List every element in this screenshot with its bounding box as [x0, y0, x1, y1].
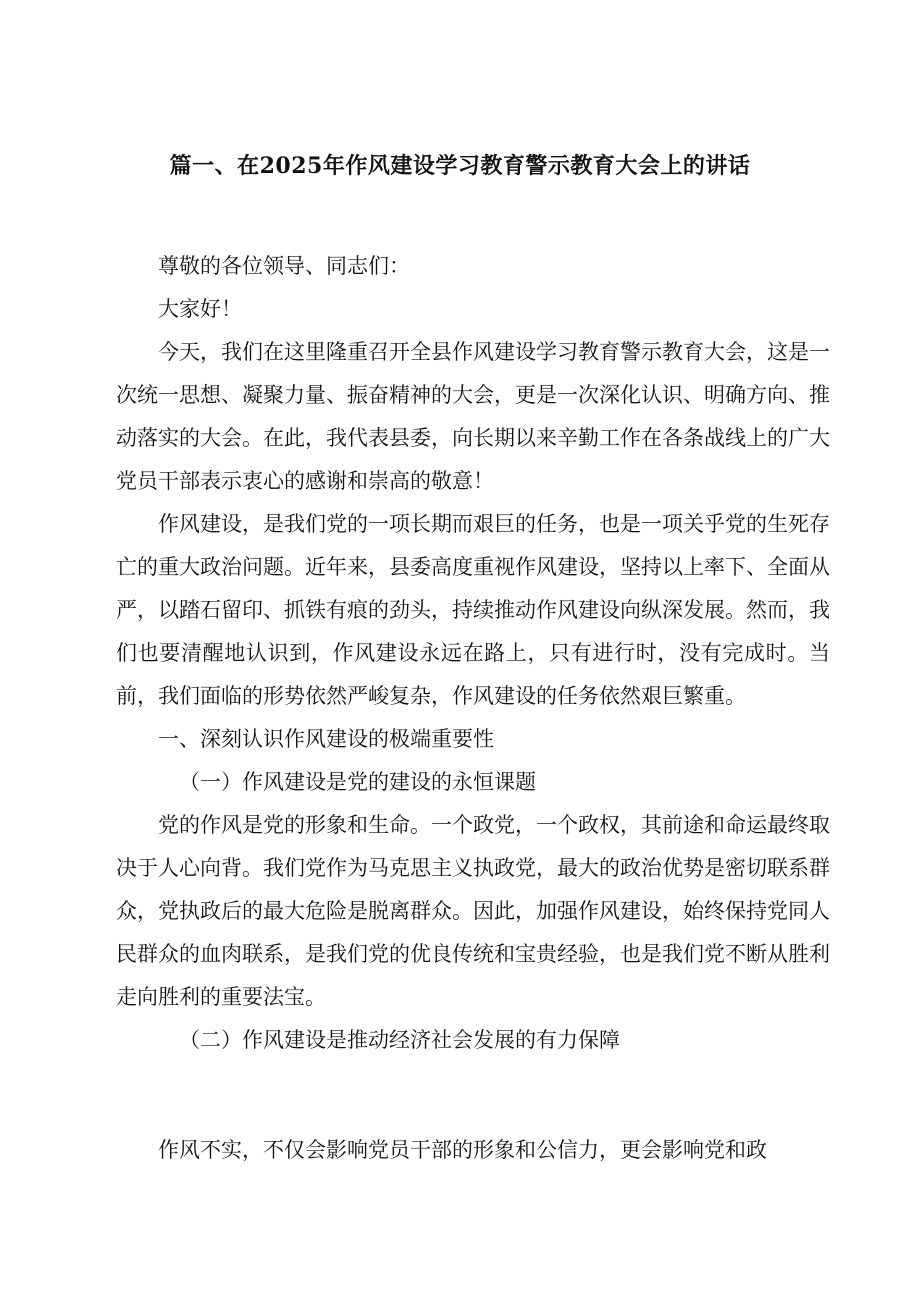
paragraph-opening: 今天，我们在这里隆重召开全县作风建设学习教育警示教育大会，这是一次统一思想、凝聚力量、振奋精神的大会，更是一次深化认识、明确方向、推动落实的大会。在此，我代表县委，向长期以来辛勤工作在各条战线上的广大党员干部表示衷心的感谢和崇高的敬意！	[116, 340, 830, 493]
paragraph-subsection-1: 党的作风是党的形象和生命。一个政党，一个政权，其前途和命运最终取决于人心向背。我们党作为马克思主义执政党，最大的政治优势是密切联系群众，党执政后的最大危险是脱离群众。因此，加强作风建设，始终保持党同人民群众的血肉联系，是我们党的优良传统和宝贵经验，也是我们党不断从胜利走向胜利的重要法宝。	[116, 813, 830, 1009]
paragraph-context: 作风建设，是我们党的一项长期而艰巨的任务，也是一项关乎党的生死存亡的重大政治问题。近年来，县委高度重视作风建设，坚持以上率下、全面从严，以踏石留印、抓铁有痕的劲头，持续推动作风建设向纵深发展。然而，我们也要清醒地认识到，作风建设永远在路上，只有进行时，没有完成时。当前，我们面临的形势依然严峻复杂，作风建设的任务依然艰巨繁重。	[116, 512, 830, 708]
subsection-heading-1: （一）作风建设是党的建设的永恒课题	[179, 770, 536, 794]
section-heading-1: 一、深刻认识作风建设的极端重要性	[158, 727, 494, 751]
salutation: 尊敬的各位领导、同志们：	[158, 254, 410, 278]
document-title: 篇一、在2025年作风建设学习教育警示教育大会上的讲话	[169, 153, 751, 179]
document-body-top	[116, 245, 830, 1062]
subsection-heading-2: （二）作风建设是推动经济社会发展的有力保障	[179, 1028, 620, 1052]
paragraph-subsection-2: 作风不实，不仅会影响党员干部的形象和公信力，更会影响党和政	[158, 1138, 767, 1162]
document-body-bottom	[116, 1129, 830, 1172]
greeting: 大家好！	[158, 297, 242, 321]
